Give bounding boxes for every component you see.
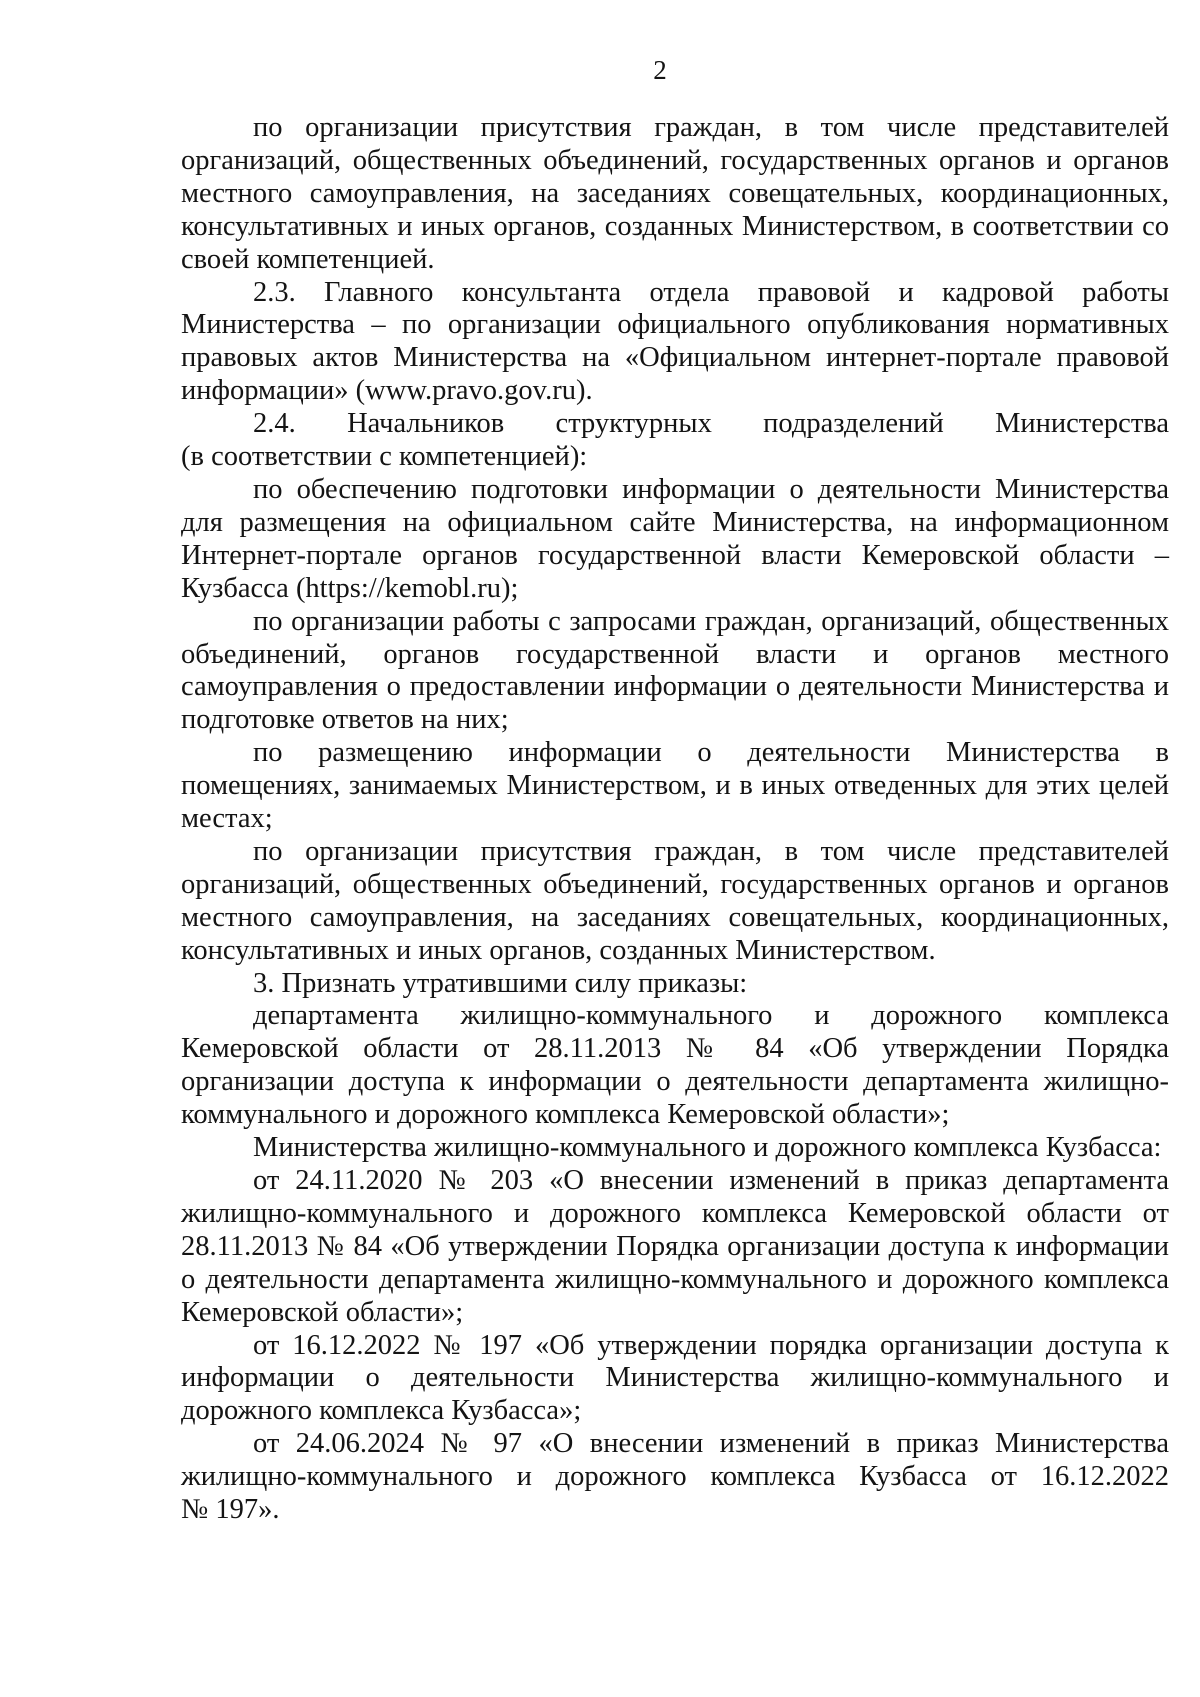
text-line: подготовке ответов на них; bbox=[181, 704, 509, 736]
text-line: консультативных и иных органов, созданных Министерством, в соответствии со bbox=[181, 210, 1169, 242]
text-line: местного самоуправления, на заседаниях совещательных, координационных, bbox=[181, 177, 1169, 209]
text-line: Интернет-портале органов государственной власти Кемеровской области – bbox=[181, 539, 1169, 571]
text-line: организаций, общественных объединений, государственных органов и органов bbox=[181, 868, 1169, 900]
paragraph bbox=[181, 474, 1169, 606]
text-line: 2.3. Главного консультанта отдела правовой и кадровой работы bbox=[253, 276, 1169, 308]
paragraph bbox=[181, 1330, 1169, 1429]
text-line: жилищно-коммунального и дорожного комплекса Кемеровской области от bbox=[181, 1197, 1169, 1229]
text-line: по организации работы с запросами граждан, организаций, общественных bbox=[253, 605, 1169, 637]
text-line: местного самоуправления, на заседаниях совещательных, координационных, bbox=[181, 901, 1169, 933]
text-line: объединений, органов государственной власти и органов местного bbox=[181, 638, 1169, 670]
paragraph bbox=[181, 277, 1169, 409]
text-line: от 24.11.2020 № 203 «О внесении изменений в приказ департамента bbox=[253, 1165, 1169, 1196]
text-line: информации о деятельности Министерства жилищно-коммунального и bbox=[181, 1362, 1169, 1394]
text-line: 28.11.2013 № 84 «Об утверждении Порядка организации доступа к информации bbox=[181, 1230, 1169, 1262]
paragraph bbox=[181, 968, 1169, 1001]
text-line: 2.4. Начальников структурных подразделений Министерства bbox=[253, 408, 1169, 440]
paragraph bbox=[181, 112, 1169, 277]
text-line: от 24.06.2024 № 97 «О внесении изменений в приказ Министерства bbox=[253, 1428, 1169, 1460]
paragraph bbox=[181, 836, 1169, 968]
text-line: по организации присутствия граждан, в том числе представителей bbox=[253, 112, 1169, 143]
text-line: коммунального и дорожного комплекса Кемеровской области»; bbox=[181, 1099, 950, 1131]
text-line: департамента жилищно-коммунального и дорожного комплекса bbox=[253, 1000, 1169, 1032]
text-line: местах; bbox=[181, 803, 273, 835]
text-line: организации доступа к информации о деятельности департамента жилищно- bbox=[181, 1066, 1169, 1098]
text-line: правовых актов Министерства на «Официальном интернет-портале правовой bbox=[181, 342, 1169, 374]
text-line: организаций, общественных объединений, государственных органов и органов bbox=[181, 144, 1169, 176]
text-line: самоуправления о предоставлении информации о деятельности Министерства и bbox=[181, 671, 1169, 703]
paragraph bbox=[181, 737, 1169, 836]
text-line: консультативных и иных органов, созданных Министерством. bbox=[181, 934, 936, 966]
page-number: 2 bbox=[653, 55, 667, 85]
document-body bbox=[181, 112, 1169, 1527]
text-line: от 16.12.2022 № 197 «Об утверждении порядка организации доступа к bbox=[253, 1329, 1169, 1361]
paragraph bbox=[181, 1000, 1169, 1132]
text-line: дорожного комплекса Кузбасса»; bbox=[181, 1395, 582, 1427]
text-line: для размещения на официальном сайте Министерства, на информационном bbox=[181, 506, 1169, 538]
text-line: (в соответствии с компетенцией): bbox=[181, 441, 588, 473]
text-line: своей компетенцией. bbox=[181, 243, 435, 275]
text-line: Кузбасса (https://kemobl.ru); bbox=[181, 572, 519, 604]
text-line: информации» (www.pravo.gov.ru). bbox=[181, 375, 593, 407]
paragraph bbox=[181, 1428, 1169, 1527]
text-line: Министерства жилищно-коммунального и дорожного комплекса Кузбасса: bbox=[253, 1132, 1162, 1164]
text-line: по размещению информации о деятельности Министерства в bbox=[253, 737, 1169, 769]
text-line: Кемеровской области от 28.11.2013 № 84 «Об утверждении Порядка bbox=[181, 1033, 1169, 1065]
text-line: Министерства – по организации официального опубликования нормативных bbox=[181, 309, 1169, 341]
text-line: о деятельности департамента жилищно-коммунального и дорожного комплекса bbox=[181, 1263, 1169, 1295]
text-line: помещениях, занимаемых Министерством, и в иных отведенных для этих целей bbox=[181, 770, 1169, 802]
text-line: по организации присутствия граждан, в том числе представителей bbox=[253, 835, 1169, 867]
paragraph bbox=[181, 408, 1169, 474]
paragraph bbox=[181, 606, 1169, 738]
text-line: жилищно-коммунального и дорожного комплекса Кузбасса от 16.12.2022 bbox=[181, 1461, 1169, 1493]
text-line: Кемеровской области»; bbox=[181, 1296, 464, 1328]
text-line: по обеспечению подготовки информации о деятельности Министерства bbox=[253, 473, 1169, 505]
paragraph bbox=[181, 1132, 1169, 1165]
text-line: 3. Признать утратившими силу приказы: bbox=[253, 967, 748, 999]
text-line: № 197». bbox=[181, 1494, 280, 1526]
paragraph bbox=[181, 1165, 1169, 1330]
